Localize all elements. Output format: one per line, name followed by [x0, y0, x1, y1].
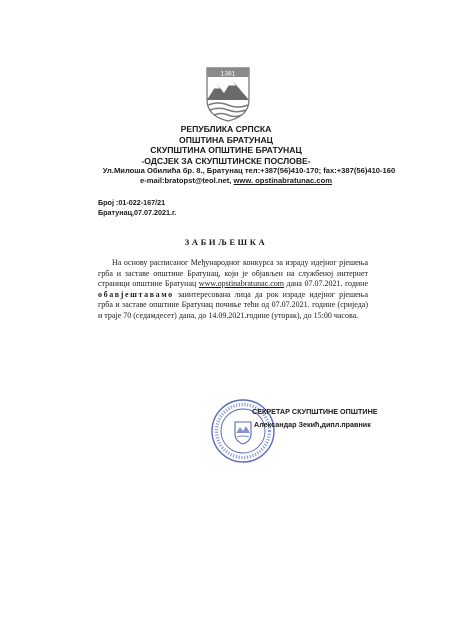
email-separator: ,	[229, 176, 234, 186]
email-line	[0, 176, 452, 186]
municipality-crest-icon	[205, 66, 251, 122]
reference-block	[98, 198, 176, 218]
assembly-name: СКУПШТИНА ОПШТИНЕ БРАТУНАЦ	[150, 145, 302, 156]
crest-year: 1381	[220, 70, 236, 78]
department-name: -ОДСЈЕК ЗА СКУПШТИНСКЕ ПОСЛОВЕ-	[141, 155, 311, 166]
body-date-insert: дана 07.07.2021.	[286, 279, 343, 288]
document-title: ЗАБИЉЕШКА	[184, 237, 268, 247]
municipality-name: ОПШТИНА БРАТУНАЦ	[179, 134, 273, 145]
reference-number: Број :01-022-167/21	[98, 198, 166, 207]
signature-block	[252, 405, 378, 431]
address-line: Ул.Милоша Обилића бр. 8., Братунац тел:+387(56)410-170; fax:+387(56)410-160	[102, 166, 396, 176]
document-header	[0, 124, 452, 186]
body-spaced-word: обавјештавамо	[98, 289, 174, 299]
email-prefix: e-mail:	[140, 176, 165, 186]
republic-name: РЕПУБЛИКА СРПСКА	[180, 124, 272, 134]
email-address[interactable]: bratopst@teol.net	[164, 176, 230, 186]
body-part-2: године	[342, 279, 369, 288]
signatory-name: Александар Зекић,дипл.правник	[254, 420, 371, 429]
body-part-1: На основу расписаног Међународног конкурса за израду идејног рјешења грба и заставе општине Братунац, који је објављен на службеној интернет страници општине Братунац	[98, 258, 368, 288]
body-website-link[interactable]: www.opstinabratunac.com	[198, 279, 285, 288]
body-paragraph	[98, 258, 368, 321]
signatory-role: СЕКРЕТАР СКУПШТИНЕ ОПШТИНЕ	[252, 407, 378, 416]
place-date: Братунац,07.07.2021.г.	[98, 208, 177, 217]
website-link[interactable]: www. opstinabratunac.com	[233, 176, 332, 186]
body-part-3: заинтересована лица да рок израде идејног рјешења грба и заставе општине Братунац почиње тећи од 07.07.2021. године (сриједа) и траје 70 (седамдесет) дана, до 14.09.2021.године (уторак), до 15:00 часова.	[98, 289, 368, 320]
